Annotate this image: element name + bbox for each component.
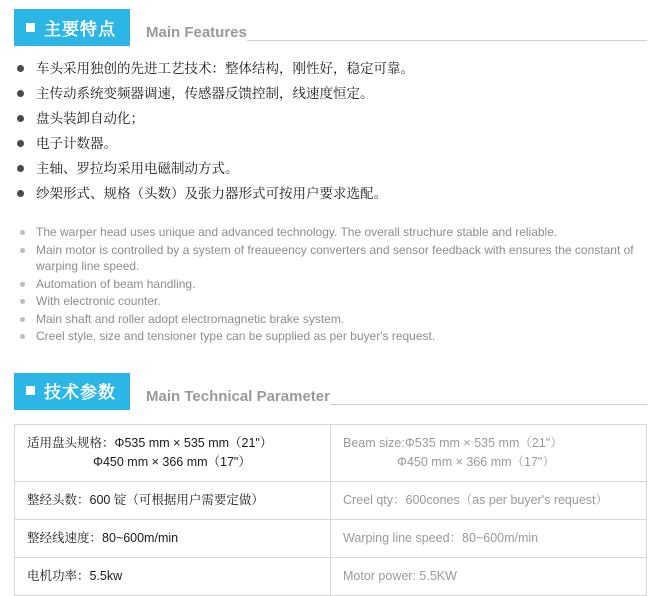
table-row (15, 519, 647, 557)
features-list-cn (14, 58, 647, 204)
section-title-cn-badge-2 (14, 373, 130, 410)
specification-table (14, 424, 647, 596)
list-item: 主传动系统变频器调速，传感器反馈控制，线速度恒定。 (14, 83, 647, 104)
spec-label-cn: 适用盘头规格：Φ535 mm × 535 mm（21"） (27, 435, 273, 450)
square-bullet-icon (26, 386, 35, 395)
list-item: 车头采用独创的先进工艺技术：整体结构，刚性好，稳定可靠。 (14, 58, 647, 79)
spec-label-en-line2: Φ450 mm × 366 mm（17"） (397, 454, 555, 469)
list-item: Main motor is controlled by a system of freaueency converters and sensor feedback with ensures the constant of warping line speed. (14, 242, 647, 275)
spec-label-en: Beam size:Φ535 mm × 535 mm（21"） (343, 435, 563, 450)
table-row (15, 557, 647, 595)
table-cell-cn: 整经线速度：80~600m/min (15, 519, 331, 557)
section-title-cn-text: 主要特点 (44, 19, 116, 39)
table-cell-cn: 电机功率：5.5kw (15, 557, 331, 595)
table-cell-cn: 整经头数：600 锭（可根据用户需要定做） (15, 481, 331, 519)
section-title-en-text-2: Main Technical Parameter (146, 387, 330, 405)
header-divider-2 (330, 403, 647, 405)
header-divider (247, 39, 647, 41)
table-cell-cn (15, 424, 331, 481)
section-header-main-features (14, 10, 647, 46)
list-item: Creel style, size and tensioner type can be supplied as per buyer's request. (14, 328, 647, 345)
table-row (15, 481, 647, 519)
list-item: With electronic counter. (14, 293, 647, 310)
table-cell-en (331, 424, 647, 481)
section-header-technical-parameter (14, 374, 647, 410)
section-spacer (14, 346, 647, 364)
features-list-en (14, 224, 647, 345)
product-spec-page (0, 10, 661, 583)
list-item: 电子计数器。 (14, 133, 647, 154)
table-row (15, 424, 647, 481)
list-item: Main shaft and roller adopt electromagnetic brake system. (14, 311, 647, 328)
table-cell-en: Motor power: 5.5KW (331, 557, 647, 595)
section-title-cn-badge (14, 9, 130, 46)
list-item: 主轴、罗拉均采用电磁制动方式。 (14, 158, 647, 179)
table-cell-en: Creel qty：600cones（as per buyer's request） (331, 481, 647, 519)
table-cell-en: Warping line speed：80~600m/min (331, 519, 647, 557)
square-bullet-icon (26, 23, 35, 32)
section-title-en-text: Main Features (146, 24, 247, 41)
list-item: 盘头装卸自动化； (14, 108, 647, 129)
list-item: Automation of beam handling. (14, 276, 647, 293)
list-item: 纱架形式、规格（头数）及张力器形式可按用户要求选配。 (14, 183, 647, 204)
spec-label-cn-line2: Φ450 mm × 366 mm（17"） (93, 454, 251, 469)
section-title-cn-text-2: 技术参数 (44, 383, 116, 402)
list-item: The warper head uses unique and advanced technology. The overall struchure stable and reliable. (14, 224, 647, 241)
